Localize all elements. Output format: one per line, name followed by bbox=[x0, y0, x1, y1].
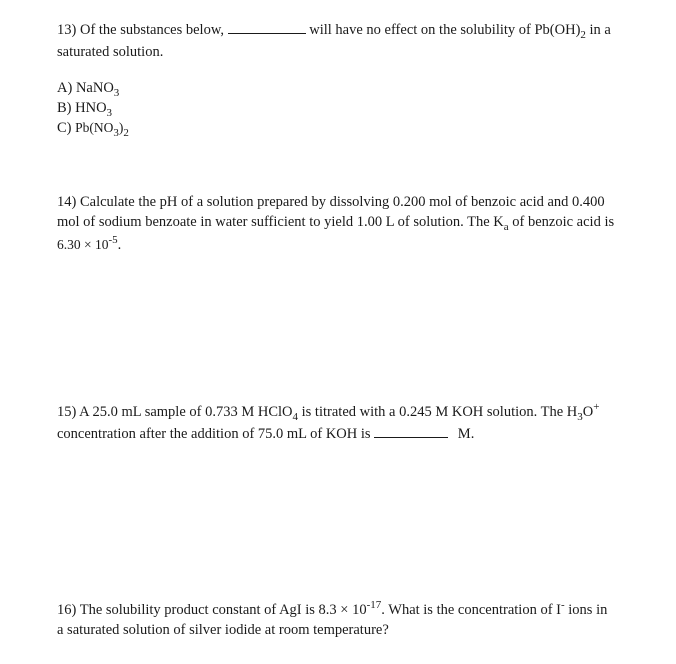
question-13-line-1 bbox=[57, 20, 657, 40]
choice-b[interactable] bbox=[57, 98, 657, 118]
choice-b-subscript: 3 bbox=[106, 106, 113, 119]
h3o-charge: + bbox=[593, 401, 600, 414]
ka-value-period: . bbox=[117, 237, 122, 253]
question-13 bbox=[57, 20, 657, 138]
hclo4-subscript: 4 bbox=[292, 410, 299, 423]
h3o-oxygen: O bbox=[582, 404, 594, 420]
question-13-text-start: Of the substances below, bbox=[79, 22, 224, 38]
question-14-text-2: mol of sodium benzoate in water sufficient to yield 1.00 L of solution. The K bbox=[57, 214, 504, 230]
choice-a-subscript: 3 bbox=[113, 86, 120, 99]
question-14-line-1 bbox=[57, 192, 657, 212]
answer-blank[interactable] bbox=[228, 21, 306, 34]
question-15-number: 15) bbox=[57, 404, 77, 420]
question-16-line-2: a saturated solution of silver iodide at room temperature? bbox=[57, 622, 389, 638]
question-13-text-middle: will have no effect on the solubility of Pb(OH) bbox=[309, 22, 581, 38]
choice-c-formula: Pb(NO bbox=[75, 120, 114, 135]
choice-a[interactable] bbox=[57, 78, 657, 98]
choice-c-subscript-1: 3 bbox=[113, 126, 119, 139]
question-16-text-3: ions in bbox=[568, 602, 608, 618]
question-16-text-2: . What is the concentration of I bbox=[381, 602, 561, 618]
choice-b-formula: HNO bbox=[75, 100, 107, 116]
question-16-text-1: The solubility product constant of AgI is 8.3 × 10 bbox=[79, 602, 367, 618]
question-14 bbox=[57, 192, 657, 255]
question-15-text-1: A 25.0 mL sample of 0.733 M HClO bbox=[79, 404, 293, 420]
choice-a-letter: A) bbox=[57, 80, 73, 96]
question-14-line-2 bbox=[57, 212, 657, 232]
choice-c-subscript-2: 2 bbox=[123, 126, 129, 139]
question-13-formula-subscript: 2 bbox=[580, 28, 586, 41]
question-15-unit: M. bbox=[457, 426, 475, 442]
ka-value-base: 6.30 × 10 bbox=[57, 237, 109, 252]
answer-blank[interactable] bbox=[374, 425, 448, 438]
choice-c-paren: ) bbox=[118, 120, 124, 135]
choice-a-formula: NaNO bbox=[75, 80, 114, 96]
ka-subscript: a bbox=[503, 220, 509, 233]
question-15-line-1 bbox=[57, 402, 657, 422]
question-15-text-3: concentration after the addition of 75.0 mL of KOH is bbox=[57, 426, 371, 442]
question-16-number: 16) bbox=[57, 602, 77, 618]
choice-c-letter: C) bbox=[57, 120, 72, 136]
question-15-text-2: is titrated with a 0.245 M KOH solution. The H bbox=[301, 404, 578, 420]
question-13-line-2: saturated solution. bbox=[57, 44, 164, 60]
question-13-number: 13) bbox=[57, 22, 77, 38]
question-15-line-2 bbox=[57, 424, 657, 444]
question-15 bbox=[57, 402, 657, 444]
iodide-charge: - bbox=[560, 599, 565, 612]
question-16 bbox=[57, 600, 657, 640]
ka-value-exponent: -5 bbox=[108, 234, 118, 247]
question-16-line-1 bbox=[57, 600, 657, 620]
ksp-exponent: -17 bbox=[366, 599, 382, 612]
question-13-choices bbox=[57, 78, 657, 138]
question-14-number: 14) bbox=[57, 194, 77, 210]
question-14-line-3 bbox=[57, 235, 657, 255]
choice-b-letter: B) bbox=[57, 100, 72, 116]
question-14-text-1: Calculate the pH of a solution prepared by dissolving 0.200 mol of benzoic acid and 0.400 bbox=[79, 194, 605, 210]
choice-c[interactable] bbox=[57, 118, 657, 138]
question-14-text-3: of benzoic acid is bbox=[512, 214, 615, 230]
h3o-subscript: 3 bbox=[577, 410, 583, 423]
question-13-text-end: in a bbox=[589, 22, 611, 38]
